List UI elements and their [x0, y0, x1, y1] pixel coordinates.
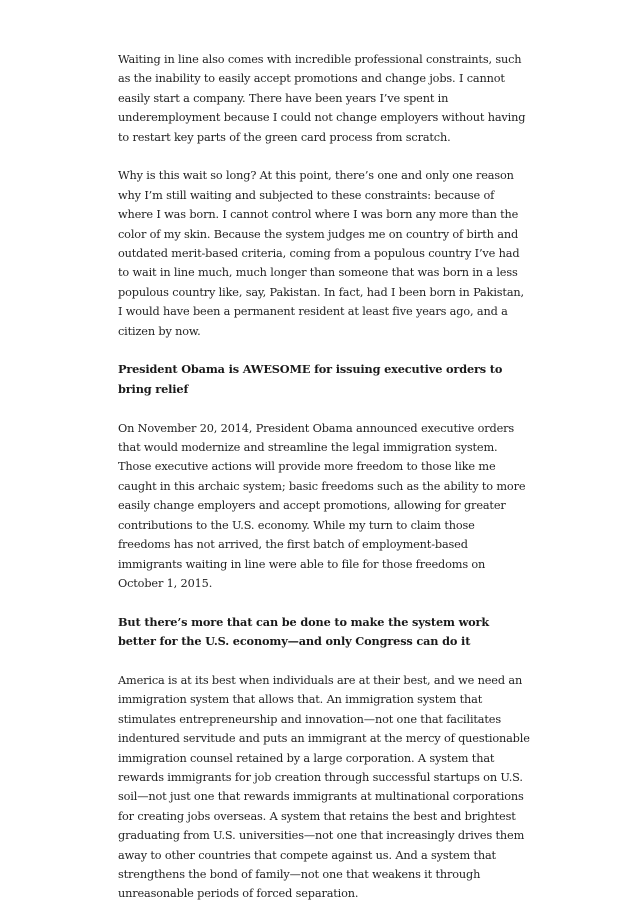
paragraph-constraints: Waiting in line also comes with incredible professional constraints, such as the inability to easily accept promotions and change jobs. I cannot easily start a company. There have been years I’ve spent in underemployment because I could not change employers without having to restart key parts of the green card process from scratch. — [118, 53, 526, 144]
heading-congress: But there’s more that can be done to make the system work better for the U.S. economy—and only Congress can do it — [118, 614, 490, 649]
paragraph-wait-reason: Why is this wait so long? At this point, there’s one and only one reason why I’m still waiting and subjected to these constraints: because of where I was born. I cannot control where I was born any more than the color of my skin. Because the system judges me on country of birth and outdated merit-based criteria, coming from a populous country I’ve had to wait in line much, much longer than someone that was born in a less populous country like, say, Pakistan. In fact, had I been born in Pakistan, I would have been a permanent resident at least five years ago, and a citizen by now. — [118, 169, 524, 338]
paragraph-america-best: America is at its best when individuals are at their best, and we need an immigration system that allows that. An immigration system that stimulates entrepreneurship and innovation—not one that facilitates indentured servitude and puts an immigrant at the mercy of questionable immigration counsel retained by a large corporation. A system that rewards immigrants for job creation through successful startups on U.S. soil—not just one that rewards immigrants at multinational corporations for creating jobs overseas. A system that retains the best and brightest graduating from U.S. universities—not one that increasingly drives them away to other countries that compete against us. And a system that strengthens the bond of family—not one that weakens it through unreasonable periods of forced separation. — [118, 673, 530, 901]
paragraph-executive-actions: On November 20, 2014, President Obama announced executive orders that would modernize and streamline the legal immigration system. Those executive actions will provide more freedom to those like me caught in this archaic system; basic freedoms such as the ability to more easily change employers and accept promotions, allowing for greater contributions to the U.S. economy. While my turn to claim those freedoms has not arrived, the first batch of employment-based immigrants waiting in line were able to file for those freedoms on October 1, 2015. — [118, 421, 526, 590]
heading-executive-orders: President Obama is AWESOME for issuing executive orders to bring relief — [118, 362, 503, 396]
document-page — [118, 50, 530, 923]
